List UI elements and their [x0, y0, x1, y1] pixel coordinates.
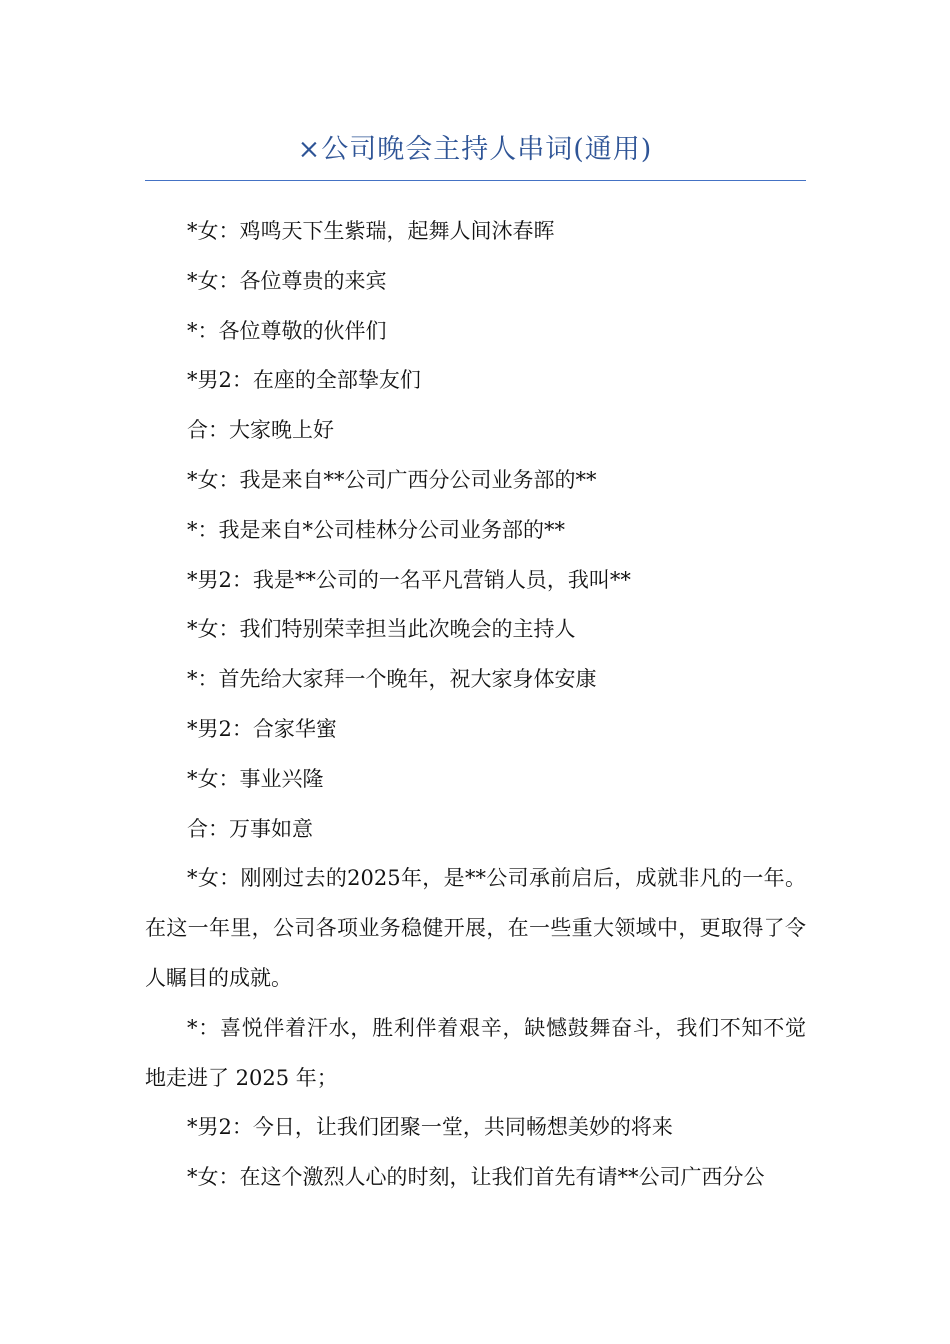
paragraph: 合：大家晚上好	[187, 418, 334, 443]
paragraph: *女：在这个激烈人心的时刻，让我们首先有请**公司广西分公	[187, 1165, 765, 1190]
paragraph: *：喜悦伴着汗水，胜利伴着艰辛，缺憾鼓舞奋斗，我们不知不觉地走进了 2025 年；	[145, 1015, 806, 1090]
paragraph: *男2：今日，让我们团聚一堂，共同畅想美妙的将来	[187, 1115, 673, 1140]
paragraph: *女：我是来自**公司广西分公司业务部的**	[187, 467, 597, 492]
paragraph: *男2：合家华蜜	[187, 716, 337, 741]
paragraph: *女：我们特别荣幸担当此次晚会的主持人	[187, 617, 576, 642]
paragraph: *女：各位尊贵的来宾	[187, 268, 387, 293]
document-body	[145, 207, 806, 1203]
paragraph: *：我是来自*公司桂林分公司业务部的**	[187, 517, 565, 542]
paragraph: *：首先给大家拜一个晚年，祝大家身体安康	[187, 667, 597, 692]
paragraph: *：各位尊敬的伙伴们	[187, 318, 387, 343]
paragraph: *女：刚刚过去的2025年，是**公司承前启后，成就非凡的一年。在这一年里，公司各项业务稳健开展，在一些重大领域中，更取得了令人瞩目的成就。	[145, 866, 806, 990]
title-underline	[145, 180, 806, 181]
paragraph: *男2：在座的全部挚友们	[187, 368, 421, 393]
paragraph: *女：事业兴隆	[187, 766, 324, 791]
paragraph: *女：鸡鸣天下生紫瑞，起舞人间沐春晖	[187, 219, 555, 243]
paragraph: *男2：我是**公司的一名平凡营销人员，我叫**	[187, 567, 631, 592]
paragraph: 合：万事如意	[187, 816, 313, 841]
document-title: ×公司晚会主持人串词(通用)	[297, 134, 653, 165]
